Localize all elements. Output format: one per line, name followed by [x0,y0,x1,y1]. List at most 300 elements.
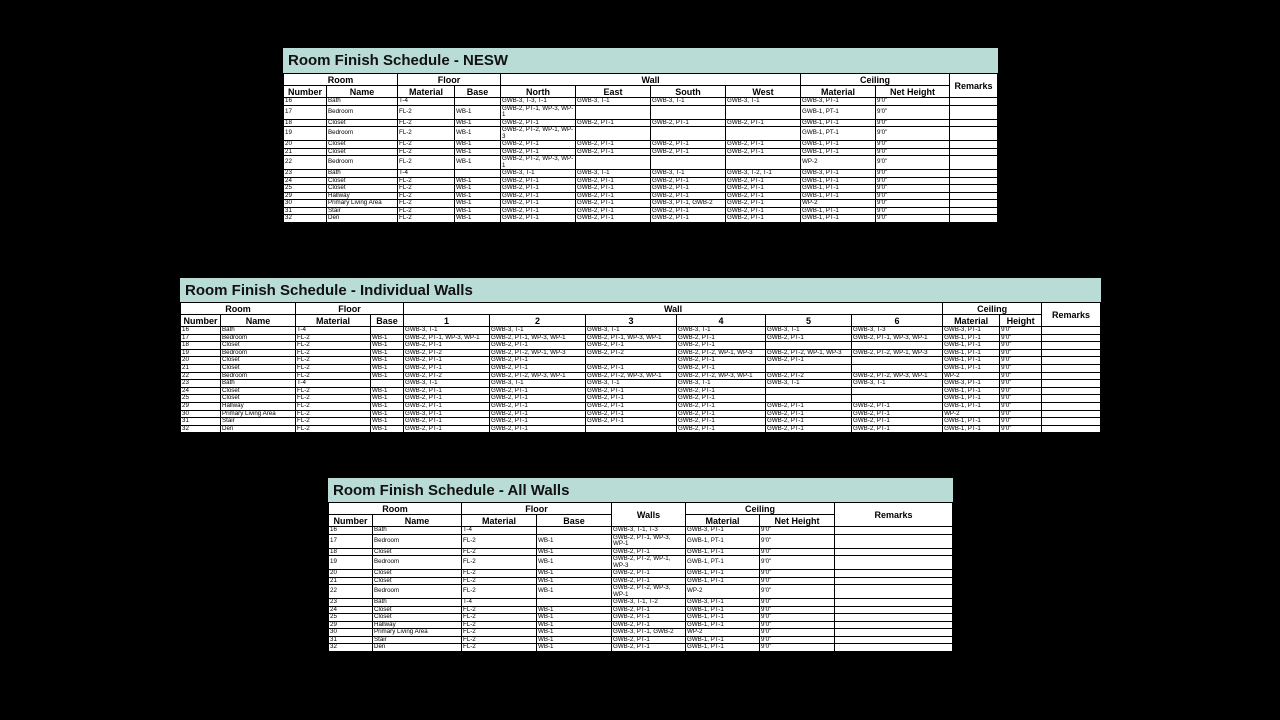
header-net-height: Net Height [876,86,950,98]
table-cell: 9'0" [1000,327,1042,335]
table-cell: GWB-3, T-1 [490,327,586,335]
remarks-cell [950,148,998,156]
table-cell: Hallway [221,402,296,410]
table-cell: 9'0" [760,606,835,614]
table-cell: WB-1 [371,372,404,380]
table-cell: 9'0" [1000,410,1042,418]
table-row [284,192,998,200]
remarks-cell [835,548,953,556]
table-row [284,207,998,215]
table-cell: GWB-2, PT-1 [726,185,801,193]
table-cell: GWB-1, PT-1 [686,614,760,622]
table-cell: 19 [284,127,327,141]
table-cell: GWB-2, PT-1 [586,402,677,410]
remarks-cell [835,577,953,585]
table-cell: Hallway [373,621,462,629]
remarks-cell [950,141,998,149]
table-cell: GWB-2, PT-1 [576,185,651,193]
header-name: Name [373,515,462,527]
table-cell: GWB-2, PT-1 [490,342,586,350]
table-cell: 22 [181,372,221,380]
remarks-cell [835,599,953,607]
table-row [329,644,953,652]
table-cell: T-4 [398,98,455,106]
table-cell: GWB-2, PT-2, WP-1, WP-3 [490,349,586,357]
table-row [329,570,953,578]
table-cell: GWB-2, PT-1 [677,334,766,342]
table-cell: FL-2 [398,141,455,149]
table-cell: 23 [284,170,327,178]
table-cell: Stair [327,207,398,215]
table-cell: WB-1 [537,606,612,614]
table-cell [852,364,943,372]
table-cell: GWB-1, PT-1 [686,570,760,578]
table-cell: Hallway [327,192,398,200]
table-cell: FL-2 [398,207,455,215]
table-cell [651,127,726,141]
table-cell: 19 [181,349,221,357]
table-row [181,410,1101,418]
table-cell: GWB-3, PT-1 [404,410,490,418]
table-cell: GWB-3, PT-1 [801,98,876,106]
remarks-cell [1042,364,1101,372]
table-cell: 20 [329,570,373,578]
table-cell: T-4 [296,327,371,335]
table-cell: 23 [181,380,221,388]
table-cell [852,357,943,365]
table-cell: WP-2 [686,585,760,599]
remarks-cell [950,215,998,223]
table-cell: Bath [327,170,398,178]
header-ceiling-material: Material [801,86,876,98]
table-cell: GWB-2, PT-1 [677,342,766,350]
table-cell: GWB-3, PT-1 [686,599,760,607]
table-cell: 9'0" [1000,395,1042,403]
table-cell: GWB-2, PT-1, WP-3, WP-1 [612,534,686,548]
table-cell: 31 [181,418,221,426]
table-cell: Closet [221,387,296,395]
header-ceiling-material: Material [686,515,760,527]
table-cell: GWB-1, PT-1 [943,395,1000,403]
remarks-cell [1042,380,1101,388]
table-cell: 9'0" [1000,380,1042,388]
table-row [284,98,998,106]
table-cell: GWB-2, PT-1, WP-3, WP-1 [586,334,677,342]
table-cell: GWB-2, PT-1 [651,207,726,215]
table-cell: 9'0" [1000,425,1042,433]
remarks-cell [950,207,998,215]
table-cell: T-4 [398,170,455,178]
table-cell: GWB-3, T-1 [677,327,766,335]
table-cell: GWB-2, PT-2, WP-3, WP-1 [677,372,766,380]
schedule-title: Room Finish Schedule - All Walls [328,478,953,502]
table-cell: GWB-2, PT-1 [404,364,490,372]
table-cell: GWB-2, PT-1 [576,119,651,127]
header-room: Room [181,303,296,315]
schedule-table [283,73,998,223]
table-cell: GWB-2, PT-1 [766,410,852,418]
table-cell [726,105,801,119]
table-cell: Closet [373,548,462,556]
table-cell: 30 [284,200,327,208]
table-cell: 29 [329,621,373,629]
table-cell: Closet [373,570,462,578]
table-cell: GWB-2, PT-1 [766,425,852,433]
header-wall-2: 2 [490,315,586,327]
schedule-body [181,327,1101,433]
table-row [329,629,953,637]
remarks-cell [950,200,998,208]
table-cell: FL-2 [296,342,371,350]
table-cell: 9'0" [876,177,950,185]
table-cell: 9'0" [760,614,835,622]
table-cell: Primary Living Area [373,629,462,637]
table-cell: GWB-3, PT-1 [686,527,760,535]
table-cell: FL-2 [462,534,537,548]
table-cell: 9'0" [1000,349,1042,357]
table-cell: GWB-3, PT-1 [943,327,1000,335]
table-cell: GWB-2, PT-1 [576,148,651,156]
remarks-cell [950,177,998,185]
table-cell: GWB-2, PT-1 [501,148,576,156]
table-cell: FL-2 [296,349,371,357]
table-cell: 9'0" [760,629,835,637]
table-cell: GWB-3, PT-1 [801,170,876,178]
table-cell: GWB-2, PT-1 [726,177,801,185]
table-cell: 25 [181,395,221,403]
table-cell: GWB-2, PT-1 [586,395,677,403]
table-cell: FL-2 [398,200,455,208]
table-cell: GWB-2, PT-1, WP-3, WP-1 [490,334,586,342]
table-cell [455,98,501,106]
table-row [284,141,998,149]
table-cell: WB-1 [455,177,501,185]
table-cell [576,105,651,119]
table-cell: GWB-2, PT-1 [726,192,801,200]
table-cell: GWB-1, PT-1 [943,418,1000,426]
table-cell [651,156,726,170]
table-cell: 16 [181,327,221,335]
table-cell: 9'0" [876,156,950,170]
remarks-cell [835,527,953,535]
table-cell: GWB-3, T-3, T-1 [501,98,576,106]
remarks-cell [835,534,953,548]
table-cell: 9'0" [760,527,835,535]
table-cell: Bedroom [221,349,296,357]
table-cell: FL-2 [398,185,455,193]
table-cell: GWB-2, PT-2, WP-3, WP-1 [612,585,686,599]
table-cell: GWB-3, T-1 [404,380,490,388]
table-cell: GWB-2, PT-1 [612,636,686,644]
table-cell: Bath [221,380,296,388]
table-cell: 9'0" [876,185,950,193]
table-cell: GWB-2, PT-1 [726,200,801,208]
table-cell: GWB-2, PT-1 [612,570,686,578]
table-cell: FL-2 [398,177,455,185]
table-cell: 17 [284,105,327,119]
table-cell: 9'0" [760,599,835,607]
table-cell: GWB-1, PT-1 [943,387,1000,395]
table-cell [852,395,943,403]
table-cell: GWB-2, PT-2, WP-3, WP-1 [852,372,943,380]
table-cell: 20 [284,141,327,149]
table-cell [371,327,404,335]
header-remarks: Remarks [835,503,953,527]
remarks-cell [835,556,953,570]
table-cell: GWB-1, PT-1 [686,621,760,629]
table-row [329,556,953,570]
table-cell: 24 [329,606,373,614]
table-cell: FL-2 [296,387,371,395]
table-row [181,342,1101,350]
table-cell: GWB-2, PT-1, WP-3, WP-1 [501,105,576,119]
table-cell: GWB-2, PT-1 [612,614,686,622]
table-cell: T-4 [462,527,537,535]
remarks-cell [950,119,998,127]
table-cell: 25 [329,614,373,622]
table-cell: 21 [329,577,373,585]
table-cell: WB-1 [455,105,501,119]
table-cell: GWB-3, T-1 [586,327,677,335]
remarks-cell [1042,327,1101,335]
table-cell [586,357,677,365]
table-cell: 9'0" [876,127,950,141]
table-cell: WB-1 [371,425,404,433]
table-row [284,215,998,223]
table-cell: GWB-2, PT-1 [501,215,576,223]
table-cell: GWB-2, PT-2 [586,349,677,357]
header-name: Name [221,315,296,327]
table-cell: GWB-2, PT-2, WP-1, WP-3 [852,349,943,357]
table-cell: GWB-2, PT-1 [677,410,766,418]
table-cell: WB-1 [537,548,612,556]
table-row [329,606,953,614]
table-cell: FL-2 [398,105,455,119]
table-cell: 9'0" [1000,342,1042,350]
table-cell: WB-1 [455,127,501,141]
table-cell [852,342,943,350]
table-cell: WB-1 [371,364,404,372]
table-cell: Den [373,644,462,652]
schedule-body [329,527,953,652]
table-cell: 22 [284,156,327,170]
table-cell: GWB-1, PT-1 [686,556,760,570]
table-cell: Bath [327,98,398,106]
table-cell: WB-1 [537,614,612,622]
table-cell: FL-2 [296,357,371,365]
table-cell: GWB-2, PT-1 [501,141,576,149]
table-cell: Den [221,425,296,433]
table-cell: GWB-1, PT-1 [943,357,1000,365]
remarks-cell [1042,402,1101,410]
remarks-cell [835,629,953,637]
table-cell: 9'0" [1000,387,1042,395]
table-cell: GWB-2, PT-1 [651,192,726,200]
table-cell: FL-2 [296,372,371,380]
table-cell: 9'0" [876,105,950,119]
table-cell: GWB-2, PT-1 [726,148,801,156]
header-number: Number [329,515,373,527]
remarks-cell [1042,357,1101,365]
table-cell: Bedroom [221,372,296,380]
remarks-cell [950,127,998,141]
table-cell: GWB-1, PT-1 [801,207,876,215]
table-cell: GWB-2, PT-1 [576,215,651,223]
table-cell: GWB-2, PT-1 [586,410,677,418]
table-cell: 31 [329,636,373,644]
table-row [181,349,1101,357]
remarks-cell [1042,387,1101,395]
table-row [284,177,998,185]
table-cell: 25 [284,185,327,193]
table-row [181,334,1101,342]
remarks-cell [835,621,953,629]
table-cell: 24 [181,387,221,395]
table-cell: FL-2 [296,364,371,372]
table-cell [537,599,612,607]
table-cell: 9'0" [876,215,950,223]
table-cell [651,105,726,119]
table-row [329,577,953,585]
table-cell: WB-1 [371,395,404,403]
table-cell: GWB-3, PT-1 [943,380,1000,388]
header-ceiling: Ceiling [686,503,835,515]
table-cell: FL-2 [398,215,455,223]
header-north: North [501,86,576,98]
table-cell: GWB-2, PT-1 [576,141,651,149]
table-cell: FL-2 [296,334,371,342]
table-cell: 9'0" [760,570,835,578]
table-row [181,357,1101,365]
table-cell: WP-2 [943,410,1000,418]
table-cell: GWB-1, PT-1 [943,364,1000,372]
table-cell: 23 [329,599,373,607]
header-number: Number [181,315,221,327]
table-cell: WB-1 [537,629,612,637]
header-room: Room [329,503,462,515]
table-cell: GWB-1, PT-1 [801,127,876,141]
table-cell: GWB-2, PT-1 [490,357,586,365]
table-cell: GWB-2, PT-1 [612,606,686,614]
table-cell: Closet [373,606,462,614]
table-cell: 9'0" [760,644,835,652]
table-row [329,534,953,548]
remarks-cell [1042,425,1101,433]
table-cell: WB-1 [371,387,404,395]
table-row [181,418,1101,426]
header-net-height: Net Height [760,515,835,527]
table-cell: 9'0" [876,148,950,156]
table-cell: WB-1 [537,534,612,548]
table-cell: Closet [327,141,398,149]
table-cell: GWB-2, PT-1 [677,418,766,426]
table-cell: GWB-3, T-3 [852,327,943,335]
table-cell: GWB-2, PT-2, WP-1, WP-3 [612,556,686,570]
table-cell: GWB-2, PT-1 [677,387,766,395]
table-cell: GWB-1, PT-1 [943,402,1000,410]
table-cell: FL-2 [462,570,537,578]
table-cell: GWB-2, PT-1, WP-3, WP-1 [404,334,490,342]
table-cell: GWB-2, PT-2 [404,349,490,357]
table-cell: GWB-2, PT-1 [501,200,576,208]
table-cell [766,364,852,372]
table-cell: WB-1 [455,192,501,200]
table-cell: GWB-2, PT-1 [586,418,677,426]
table-cell: FL-2 [462,614,537,622]
table-cell: GWB-1, PT-1 [801,119,876,127]
table-cell: Closet [327,185,398,193]
table-row [181,372,1101,380]
table-cell: GWB-2, PT-1 [651,185,726,193]
table-cell: FL-2 [296,410,371,418]
table-cell: Bedroom [373,585,462,599]
table-row [329,548,953,556]
header-wall-3: 3 [586,315,677,327]
table-cell: GWB-2, PT-1 [404,342,490,350]
table-cell: GWB-2, PT-1 [612,621,686,629]
table-cell: GWB-2, PT-1 [404,425,490,433]
table-cell: 9'0" [760,556,835,570]
table-cell: GWB-3, PT-1, GWB-2 [651,200,726,208]
table-cell: GWB-1, PT-1 [943,425,1000,433]
remarks-cell [835,636,953,644]
table-cell: Primary Living Area [221,410,296,418]
table-cell: GWB-1, PT-1 [686,577,760,585]
table-cell: 17 [181,334,221,342]
schedule-all-walls [328,478,953,652]
table-cell: Closet [221,364,296,372]
table-cell: GWB-1, PT-1 [686,606,760,614]
remarks-cell [950,185,998,193]
table-cell: GWB-2, PT-2 [404,372,490,380]
table-cell: GWB-1, PT-1 [801,215,876,223]
table-cell: WB-1 [537,621,612,629]
table-cell: GWB-2, PT-1 [490,418,586,426]
table-row [329,636,953,644]
table-cell: GWB-2, PT-1 [651,141,726,149]
header-name: Name [327,86,398,98]
table-cell: FL-2 [398,148,455,156]
table-cell: GWB-2, PT-1 [852,410,943,418]
table-row [329,599,953,607]
header-ceiling: Ceiling [801,74,950,86]
table-cell: WB-1 [371,410,404,418]
table-cell: WB-1 [537,570,612,578]
table-cell: GWB-3, T-1 [576,170,651,178]
table-cell: GWB-2, PT-1 [766,402,852,410]
table-cell: 9'0" [876,98,950,106]
table-cell: FL-2 [462,621,537,629]
remarks-cell [1042,342,1101,350]
table-cell [766,395,852,403]
table-cell: GWB-2, PT-1 [501,119,576,127]
header-wall-4: 4 [677,315,766,327]
table-cell: WB-1 [371,418,404,426]
table-row [329,585,953,599]
table-cell: GWB-2, PT-1 [501,192,576,200]
table-cell: 9'0" [760,621,835,629]
header-west: West [726,86,801,98]
table-cell: GWB-2, PT-1 [404,402,490,410]
table-cell: GWB-2, PT-1 [726,215,801,223]
table-cell: GWB-2, PT-1 [651,215,726,223]
table-cell: 29 [181,402,221,410]
table-cell: FL-2 [296,402,371,410]
table-cell: GWB-2, PT-1 [490,364,586,372]
table-cell: FL-2 [398,156,455,170]
table-cell: GWB-2, PT-1 [612,577,686,585]
table-cell: FL-2 [462,585,537,599]
